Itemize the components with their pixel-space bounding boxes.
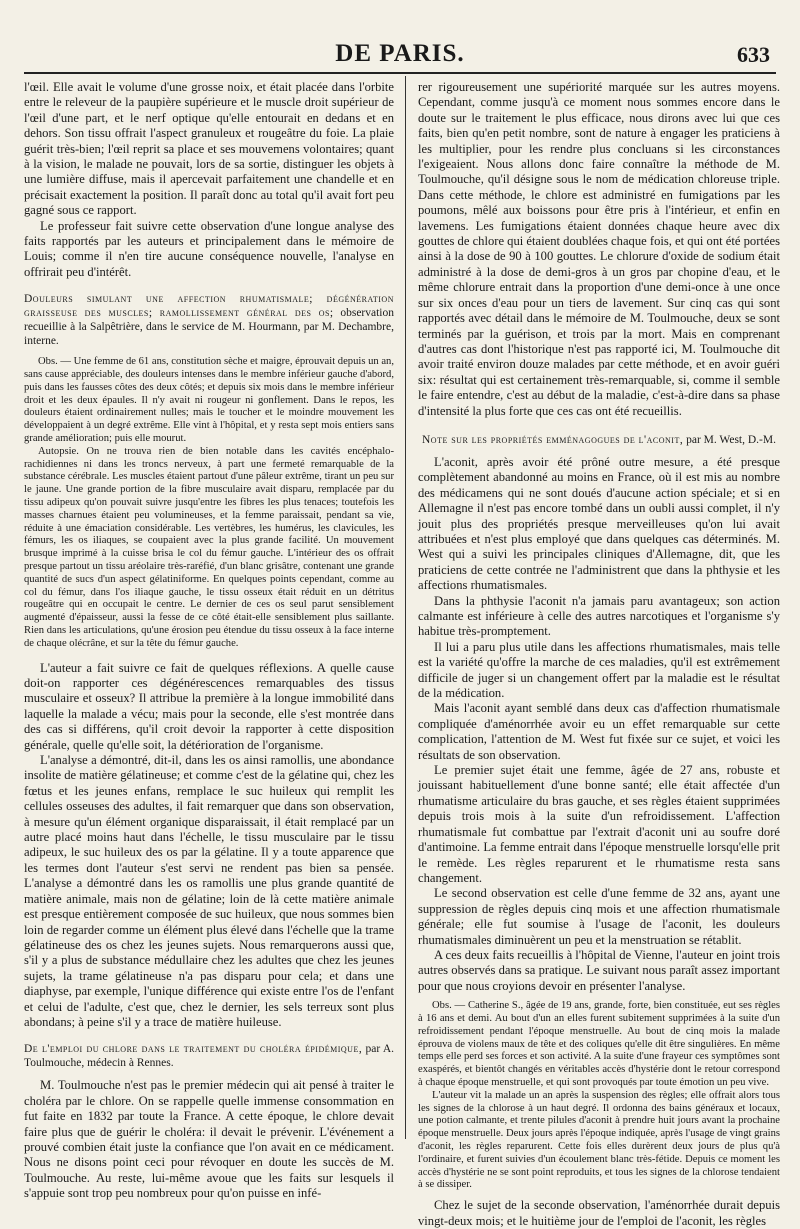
observation-text: Autopsie. On ne trouva rien de bien notable dans les cavités encéphalo-rachidiennes ni dans les troncs nerveux, à part une fermeté remarquable de la substance cérébrale. Les muscles étaient partout d'une pâleur extrême, tirant un peu sur le jaune. Une grande portion de la fibre musculaire avait disparu, remplacée par du tissu adipeux qu'on pouvait suivre jusqu'entre les fibres les plus tenaces; toutefois les masses charnues étaient peu volumineuses, et la femme paraissait, pendant sa vie, réduite à une émaciation considérable. Les vertèbres, les humérus, les clavicules, les fémurs, les os iliaques, se coupaient avec la plus grande facilité. Un mouvement brusque imprimé à la cuisse brisa le col du fémur gauche. L'intérieur des os offrait presque partout un tissu aréolaire très-raréfié, d'un blanc grisâtre, contenant une grande quantité de sucs d'un aspect gélatiniforme. En quelques points cependant, comme au col du fémur, dans l'os iliaque gauche, le tissu osseux était réduit en un détritus rougeâtre qui en occupait le centre. Le dernier de ces os seul parut sensiblement augmenté d'épaisseur, aussi la fesse de ce côté était-elle sensiblement plus saillante. Rien dans les articulations, qu'une érosion peu étendue du tissu osseux à la face interne de chaque olécrâne, et sur la tête du fémur gauche.	[24, 445, 394, 649]
right-column	[418, 80, 780, 1228]
article-heading	[24, 1042, 394, 1070]
article-heading-caps: Note sur les propriétés emménagogues de l'aconit,	[421, 433, 684, 446]
paragraph: L'analyse a démontré, dit-il, dans les os ainsi ramollis, une abondance insolite de matière gélatineuse; et comme c'est de la gélatine qui, chez les fœtus et les jeunes enfans, remplace le suc huileux qui remplit les cellules osseuses des adultes, il fait remarquer que dans son observation, à mesure qu'un élément organique disparaissait, il était remplacé par un autre placé moins haut dans l'échelle, le tissu musculaire par le tissu adipeux, le suc huileux des os par la gélatine. Il y a toute apparence que les termes dont l'auteur s'est servi ne rendent pas bien sa pensée. L'analyse a démontré dans les os ramollis une plus grande quantité de matière animale, mais non de gélatine; loin de là cette matière animale est presque entièrement composée de suc huileux, que nous sommes bien loin de regarder comme un élément plus élevé dans l'échelle que la trame gélatineuse des os chez les jeunes sujets. Nous remarquerons aussi que, s'il y a plus de substance médullaire chez les adultes que chez les jeunes sujets, la trame gélatineuse n'a pas disparu pour cela; et dans une diaphyse, par exemple, l'unique différence qui existe entre l'os de l'enfant et celui de l'adulte, c'est que, chez le dernier, les sels terreux sont plus abondans; à peine s'il y a trace de matière huileuse.	[24, 753, 394, 1029]
article-heading-caps: De l'emploi du chlore dans le traitement du choléra épidémique,	[24, 1043, 363, 1056]
page-header	[28, 38, 772, 72]
paragraph: L'auteur a fait suivre ce fait de quelques réflexions. A quelle cause doit-on rapporter ces dégénérescences remarquables des tissus musculaire et osseux? Il attribue la première à la longue immobilité dans laquelle la malade a vécu; mais pour la seconde, elle s'est montrée dans des cas si différens, qu'il croit devoir la rapporter à cette disposition générale, quelle qu'elle soit, la détérioration de l'organisme.	[24, 660, 394, 752]
paragraph: A ces deux faits recueillis à l'hôpital de Vienne, l'auteur en joint trois autres observés dans sa pratique. Le suivant nous paraît assez important pour que nous croyions devoir en présenter l'analyse.	[418, 947, 780, 993]
left-column	[24, 80, 395, 1201]
article-heading-rest: observation recueillie à la Salpêtrière, dans le service de M. Hourmann, par M. Dechambre, interne.	[24, 307, 394, 348]
article-heading-rest: par M. West, D.-M.	[686, 433, 776, 446]
observation-text: Obs. — Catherine S., âgée de 19 ans, grande, forte, bien constituée, eut ses règles à 16 ans et demi. Au bout d'un an elles furent subitement supprimées à la suite d'un refroidissement pendant l'époque menstruelle. Au bout de cinq mois la malade éprouva de violens maux de tête et des coliques qu'elle dit être singulières. En même temps elle perd ses forces et son activité. A la suite d'une frayeur ces symptômes sont exaspérés, et bientôt changés en véritables accès d'hystérie dont le retour correspond à chaque époque menstruelle, et qui sont provoqués par toute émotion un peu vive.	[418, 1000, 780, 1088]
observation-text: Obs. — Une femme de 61 ans, constitution sèche et maigre, éprouvait depuis un an, sans cause appréciable, des douleurs intenses dans le membre inférieur gauche d'abord, puis dans les fausses côtes des deux côtés; et depuis six mois dans le membre inférieur droit et les deux épaules. Il n'y avait ni rougeur ni gonflement. Dans le repos, les douleurs étaient ordinairement nulles; mais le toucher et le moindre mouvement les développaient à un degré extrême. Elle vint à l'hôpital, et y resta sept mois entiers sans grande amélioration; puis elle mourut.	[24, 356, 394, 445]
header-rule	[24, 72, 776, 74]
paragraph: Chez le sujet de la seconde observation, l'aménorrhée durait depuis vingt-deux mois; et le huitième jour de l'emploi de l'aconit, les règles	[418, 1198, 780, 1228]
paragraph: Il lui a paru plus utile dans les affections rhumatismales, mais telle est la variété qu'offre la marche de ces maladies, qu'il est extrêmement difficile de juger si un changement offert par la maladie est le résultat de la médication.	[418, 639, 780, 701]
column-divider	[405, 76, 406, 1139]
paragraph: Le second observation est celle d'une femme de 32 ans, ayant une suppression de règles depuis cinq mois et une affection rhumatismale générale; elle fut soumise à l'usage de l'aconit, les douleurs rhumatismales diminuèrent un peu et la menstruation se rétablit.	[418, 886, 780, 947]
paragraph: M. Toulmouche n'est pas le premier médecin qui ait pensé à traiter le choléra par le chlore. On se rappelle quelle immense consommation en fut faite en 1832 par toute la France. A cette époque, le chlore devait faire plus que de guérir le choléra: il devait le prévenir. L'événement a prouvé combien était juste la confiance que l'on avait en ce médicament. Nous ne disons point ceci pour révoquer en doute les succès de M. Toulmouche. Au reste, lui-même avoue que les faits sur lesquels il s'appuie sont trop peu nombreux pour qu'on puisse en infé-	[24, 1078, 394, 1201]
paragraph: Mais l'aconit ayant semblé dans deux cas d'affection rhumatismale compliquée d'aménorrhée avoir eu un effet remarquable sur cette complication, l'attention de M. West fut fixée sur ce sujet, et voici les résultats de son observation.	[418, 701, 780, 762]
paragraph: L'aconit, après avoir été prôné outre mesure, a été presque complètement abandonné au moins en France, où il est mis au nombre des médicamens qui ne sont doués d'aucune action spéciale; et si en Allemagne il n'est pas encore tombé dans un oubli aussi complet, il n'y jouit plus des propriétés presque merveilleuses qu'on lui avait attribuées et n'est plus employé que dans quelques cas déterminés. M. West qui a suivi les principales cliniques d'Allemagne, dit, que les praticiens de cette contrée ne l'administrent que dans la phthysie et les affections rhumatismales.	[418, 454, 780, 593]
article-heading-caps: Douleurs simulant une affection rhumatismale; dégénération graisseuse des muscles; ramollissement général des os;	[24, 293, 394, 320]
observation-text: L'auteur vit la malade un an après la suspension des règles; elle offrait alors tous les signes de la chlorose à un haut degré. Il ordonna des bains généraux et locaux, une potion calmante, et trente pilules d'aconit à prendre huit jours avant la prochaine époque menstruelle. Deux jours après l'époque indiquée, après l'usage de vingt grains d'aconit, les règles reparurent. Cette fois elles durèrent deux jours de plus qu'à l'ordinaire, et furent suivies d'un écoulement blanc très-fétide. Depuis ce moment les accès d'hystérie ne se sont point reproduits, et tous les signes de la chlorose tendaient à se dissiper.	[418, 1089, 780, 1191]
article-heading-rest: par A. Toulmouche, médecin à Rennes.	[24, 1043, 395, 1070]
paragraph: rer rigoureusement une supériorité marquée sur les autres moyens. Cependant, comme jusqu'à ce moment nous sommes encore dans le doute sur le traitement le plus efficace, nous dirons avec lui que ces faits, bien qu'en petit nombre, sont de nature à engager les praticiens à les multiplier, pour les rendre plus concluans si les circonstances l'exigeaient. Nous allons donc faire connaître la méthode de M. Toulmouche, qu'il désigne sous le nom de médication chloreuse triple. Dans cette méthode, le chlore est administré en fumigations par les poumons, mêlé aux boissons pour être pris à l'intérieur, et enfin en lavemens. Les fumigations étaient données chaque heure avec dix gouttes de chlore qui étaient doublées chaque fois, et qui ont été portées ainsi à la dose de 90 à 100 gouttes. Le chlorure d'oxide de sodium était administré à la dose de demi-gros à un gros par chopine d'eau, et le même chlorure entrait dans la proportion d'une demi-once à une once sur six onces d'eau pour un tiers de lavement. Sur cinq cas qui sont rapportés avec détail dans le mémoire de M. Toulmouche, deux se sont terminés par la guérison, et trois par la mort. Mais en comprenant d'autres cas dont l'historique n'est pas rapporté ici, M. Toulmouche dit avoir traité environ douze malades par cette méthode, et en avoir guéri six: résultat qui est certainement très-remarquable, si, comme il semble le faire entendre, c'est au début de la maladie, c'est-à-dire dans sa phase d'intensité la plus forte que ces cas ont été recueillis.	[418, 80, 780, 418]
paragraph: l'œil. Elle avait le volume d'une grosse noix, et était placée dans l'orbite entre le releveur de la paupière supérieure et le muscle droit supérieur de l'œil d'une part, et le nerf optique qu'elle entourait en dedans et en dehors. Son tissu offrait l'aspect granuleux et rougeâtre du foie. La plaie guérit très-bien; l'œil reprit sa place et ses mouvemens volontaires; quant à la vision, le malade ne pouvait, lors de sa sortie, distinguer les objets à une lumière diffuse, mais il apercevait parfaitement une chandelle et en précisait exactement la position. Il paraît donc au total qu'il avait fort peu gagné sous ce rapport.	[24, 80, 394, 218]
article-heading	[24, 292, 394, 348]
paragraph: Le premier sujet était une femme, âgée de 27 ans, robuste et jouissant habituellement d'une bonne santé; elle était affectée d'un rhumatisme articulaire du bras gauche, et ses règles étaient supprimées depuis trois mois à la suite d'un refroidissement. L'affection rhumatismale fut combattue par l'extrait d'aconit uni au soufre doré d'antimoine. La femme entrait dans l'époque menstruelle lorsqu'elle prit le remède. Les règles reparurent et le rhumatisme resta sans changement.	[418, 763, 780, 885]
article-heading	[418, 433, 780, 447]
page-number: 633	[737, 42, 770, 67]
running-title: DE PARIS.	[335, 40, 465, 67]
paragraph: Le professeur fait suivre cette observation d'une longue analyse des faits rapportés par les auteurs et principalement dans le mémoire de Louis; comme il n'en tire aucune conséquence nouvelle, l'analyse en offrirait peu d'intérêt.	[24, 218, 394, 279]
paragraph: Dans la phthysie l'aconit n'a jamais paru avantageux; son action calmante est inférieure à celle des autres narcotiques et l'organisme s'y habitue très-promptement.	[418, 593, 780, 639]
